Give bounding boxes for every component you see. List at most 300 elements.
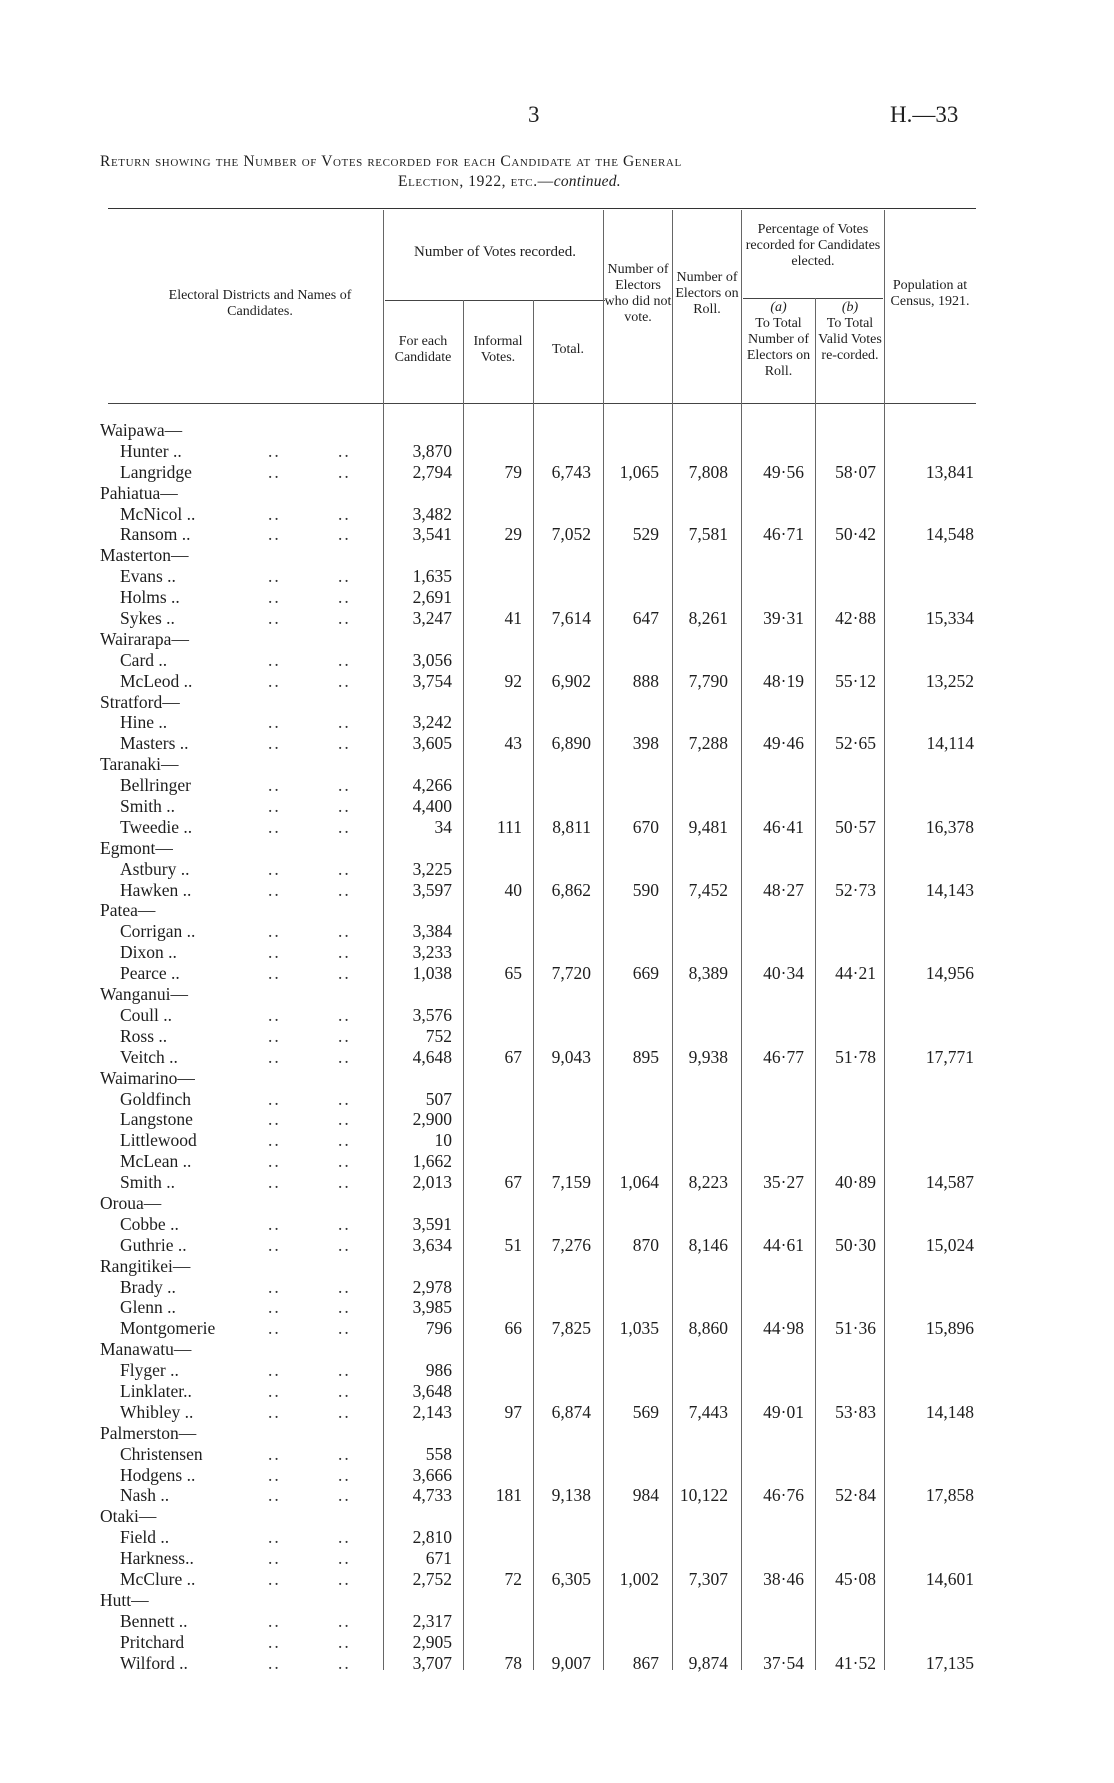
candidate-name: McNicol .. [120, 503, 196, 524]
informal-votes: 67 [504, 1172, 522, 1193]
population-census: 13,841 [925, 461, 974, 482]
candidate-votes: 2,752 [412, 1568, 452, 1589]
leader-dots: .. [338, 1213, 351, 1234]
leader-dots: .. [268, 649, 281, 670]
leader-dots: .. [268, 816, 281, 837]
informal-votes: 66 [504, 1318, 522, 1339]
leader-dots: .. [338, 816, 351, 837]
district-name: Wairarapa— [100, 628, 189, 649]
candidate-name: Whibley .. [120, 1401, 194, 1422]
candidate-votes: 4,733 [412, 1485, 452, 1506]
percent-of-roll: 46·77 [763, 1046, 804, 1067]
table-body [0, 420, 1114, 1673]
candidate-row [0, 1611, 1114, 1632]
percent-of-valid: 50·30 [835, 1234, 876, 1255]
electors-on-roll: 9,938 [688, 1046, 728, 1067]
votes-group-rule [385, 300, 605, 301]
district-row [0, 1068, 1114, 1089]
candidate-row [0, 441, 1114, 462]
percent-of-valid: 55·12 [835, 670, 876, 691]
leader-dots: .. [268, 1380, 281, 1401]
district-name: Manawatu— [100, 1339, 192, 1360]
candidate-votes: 3,985 [412, 1297, 452, 1318]
electors-on-roll: 7,307 [688, 1568, 728, 1589]
percent-of-valid: 52·65 [835, 733, 876, 754]
candidate-name: Linklater.. [120, 1380, 192, 1401]
candidate-votes: 34 [434, 816, 452, 837]
candidate-row [0, 1277, 1114, 1298]
informal-votes: 40 [504, 879, 522, 900]
leader-dots: .. [338, 1276, 351, 1297]
candidate-row [0, 1444, 1114, 1465]
candidate-votes: 3,754 [412, 670, 452, 691]
title-line-2 [100, 172, 980, 192]
electors-on-roll: 10,122 [679, 1485, 728, 1506]
leader-dots: .. [338, 1025, 351, 1046]
percent-of-roll: 44·61 [763, 1234, 804, 1255]
page-number: 3 [528, 102, 540, 127]
candidate-row [0, 1109, 1114, 1130]
informal-votes: 79 [504, 461, 522, 482]
total-votes: 7,159 [551, 1172, 591, 1193]
candidate-row [0, 817, 1114, 838]
electors-not-voted: 590 [632, 879, 659, 900]
candidate-votes: 671 [425, 1548, 452, 1569]
percent-of-roll: 46·71 [763, 524, 804, 545]
district-name: Pahiatua— [100, 482, 178, 503]
leader-dots: .. [268, 1151, 281, 1172]
population-census: 14,587 [925, 1172, 974, 1193]
leader-dots: .. [268, 1130, 281, 1151]
leader-dots: .. [268, 461, 281, 482]
leader-dots: .. [268, 503, 281, 524]
leader-dots: .. [338, 1297, 351, 1318]
candidate-votes: 2,317 [412, 1610, 452, 1631]
candidate-name: Coull .. [120, 1004, 173, 1025]
electors-not-voted: 870 [632, 1234, 659, 1255]
leader-dots: .. [338, 963, 351, 984]
candidate-votes: 1,635 [412, 566, 452, 587]
header-pct-a: To Total Number of Electors on Roll. [746, 316, 811, 379]
electors-not-voted: 569 [632, 1401, 659, 1422]
total-votes: 6,862 [551, 879, 591, 900]
percent-of-valid: 51·78 [835, 1046, 876, 1067]
leader-dots: .. [338, 1380, 351, 1401]
leader-dots: .. [268, 796, 281, 817]
total-votes: 8,811 [552, 816, 591, 837]
electors-not-voted: 670 [632, 816, 659, 837]
leader-dots: .. [268, 733, 281, 754]
total-votes: 6,305 [551, 1568, 591, 1589]
candidate-votes: 10 [434, 1130, 452, 1151]
electors-on-roll: 7,581 [688, 524, 728, 545]
leader-dots: .. [268, 1172, 281, 1193]
candidate-name: Brady .. [120, 1276, 176, 1297]
total-votes: 9,043 [551, 1046, 591, 1067]
candidate-row [0, 1360, 1114, 1381]
candidate-name: Pearce .. [120, 963, 180, 984]
leader-dots: .. [268, 1276, 281, 1297]
leader-dots: .. [268, 608, 281, 629]
electors-on-roll: 9,874 [688, 1652, 728, 1673]
candidate-name: Masters .. [120, 733, 189, 754]
leader-dots: .. [268, 858, 281, 879]
leader-dots: .. [268, 879, 281, 900]
percent-of-roll: 38·46 [763, 1568, 804, 1589]
leader-dots: .. [338, 440, 351, 461]
candidate-name: Littlewood [120, 1130, 197, 1151]
leader-dots: .. [268, 1610, 281, 1631]
leader-dots: .. [268, 1234, 281, 1255]
candidate-name: McClure .. [120, 1568, 196, 1589]
candidate-votes: 558 [425, 1443, 452, 1464]
candidate-row [0, 775, 1114, 796]
candidate-name: Smith .. [120, 796, 175, 817]
candidate-votes: 4,648 [412, 1046, 452, 1067]
candidate-row [0, 1548, 1114, 1569]
candidate-votes: 752 [425, 1025, 452, 1046]
leader-dots: .. [338, 1401, 351, 1422]
total-votes: 6,890 [551, 733, 591, 754]
candidate-row [0, 1089, 1114, 1110]
leader-dots: .. [338, 712, 351, 733]
district-row [0, 1506, 1114, 1527]
percent-of-roll: 48·19 [763, 670, 804, 691]
population-census: 13,252 [925, 670, 974, 691]
leader-dots: .. [338, 1631, 351, 1652]
candidate-row [0, 963, 1114, 984]
page-reference: H.—33 [890, 102, 959, 127]
candidate-name: Guthrie .. [120, 1234, 187, 1255]
candidate-name: Christensen [120, 1443, 203, 1464]
candidate-name: Wilford .. [120, 1652, 188, 1673]
leader-dots: .. [268, 524, 281, 545]
candidate-votes: 3,482 [412, 503, 452, 524]
candidate-votes: 2,905 [412, 1631, 452, 1652]
candidate-row [0, 859, 1114, 880]
leader-dots: .. [338, 1172, 351, 1193]
electors-on-roll: 8,261 [688, 608, 728, 629]
candidate-name: Langstone [120, 1109, 193, 1130]
population-census: 14,956 [925, 963, 974, 984]
percent-of-roll: 44·98 [763, 1318, 804, 1339]
total-votes: 9,138 [551, 1485, 591, 1506]
percent-of-valid: 50·42 [835, 524, 876, 545]
population-census: 17,771 [925, 1046, 974, 1067]
leader-dots: .. [338, 1318, 351, 1339]
leader-dots: .. [268, 1004, 281, 1025]
percent-of-roll: 40·34 [763, 963, 804, 984]
leader-dots: .. [268, 1046, 281, 1067]
percent-of-roll: 46·76 [763, 1485, 804, 1506]
candidate-row [0, 1402, 1114, 1423]
candidate-row [0, 1151, 1114, 1172]
header-for-each: For each Candidate [394, 334, 452, 365]
district-name: Stratford— [100, 691, 180, 712]
candidate-name: Hine .. [120, 712, 168, 733]
district-row [0, 838, 1114, 859]
candidate-row [0, 462, 1114, 483]
electors-not-voted: 984 [632, 1485, 659, 1506]
district-name: Egmont— [100, 837, 173, 858]
candidate-votes: 4,400 [412, 796, 452, 817]
header-pct-a-label: (a) [770, 300, 787, 315]
candidate-name: Cobbe .. [120, 1213, 179, 1234]
candidate-name: Hodgens .. [120, 1464, 196, 1485]
leader-dots: .. [268, 1401, 281, 1422]
title-line-2-prefix: Election, 1922, etc.— [398, 173, 554, 190]
informal-votes: 43 [504, 733, 522, 754]
leader-dots: .. [338, 1548, 351, 1569]
electors-on-roll: 7,288 [688, 733, 728, 754]
district-row [0, 1339, 1114, 1360]
candidate-votes: 3,242 [412, 712, 452, 733]
leader-dots: .. [338, 1485, 351, 1506]
total-votes: 7,052 [551, 524, 591, 545]
leader-dots: .. [338, 1527, 351, 1548]
candidate-votes: 3,591 [412, 1213, 452, 1234]
percent-of-valid: 52·73 [835, 879, 876, 900]
total-votes: 7,614 [551, 608, 591, 629]
candidate-row [0, 1653, 1114, 1674]
percent-of-valid: 40·89 [835, 1172, 876, 1193]
electors-not-voted: 669 [632, 963, 659, 984]
district-row [0, 1193, 1114, 1214]
district-row [0, 1256, 1114, 1277]
district-name: Patea— [100, 900, 156, 921]
candidate-row [0, 1297, 1114, 1318]
candidate-name: Hunter .. [120, 440, 182, 461]
population-census: 16,378 [925, 816, 974, 837]
header-not-voted: Number of Electors who did not vote. [604, 262, 672, 325]
candidate-votes: 3,225 [412, 858, 452, 879]
candidate-name: McLeod .. [120, 670, 193, 691]
electors-not-voted: 529 [632, 524, 659, 545]
leader-dots: .. [268, 1631, 281, 1652]
candidate-row [0, 587, 1114, 608]
header-top-rule [108, 208, 976, 209]
leader-dots: .. [268, 587, 281, 608]
candidate-name: Tweedie .. [120, 816, 193, 837]
leader-dots: .. [338, 1464, 351, 1485]
total-votes: 9,007 [551, 1652, 591, 1673]
district-name: Waimarino— [100, 1067, 195, 1088]
electors-not-voted: 867 [632, 1652, 659, 1673]
candidate-votes: 2,143 [412, 1401, 452, 1422]
pct-group-rule [743, 298, 883, 299]
electors-on-roll: 7,808 [688, 461, 728, 482]
candidate-row [0, 1381, 1114, 1402]
candidate-name: Dixon .. [120, 942, 177, 963]
district-row [0, 1590, 1114, 1611]
leader-dots: .. [268, 1568, 281, 1589]
informal-votes: 181 [495, 1485, 522, 1506]
percent-of-valid: 45·08 [835, 1568, 876, 1589]
leader-dots: .. [338, 524, 351, 545]
district-row [0, 420, 1114, 441]
district-name: Wanganui— [100, 984, 189, 1005]
leader-dots: .. [338, 649, 351, 670]
candidate-votes: 2,794 [412, 461, 452, 482]
district-row [0, 754, 1114, 775]
percent-of-valid: 50·57 [835, 816, 876, 837]
candidate-votes: 3,707 [412, 1652, 452, 1673]
candidate-votes: 3,666 [412, 1464, 452, 1485]
population-census: 17,135 [925, 1652, 974, 1673]
leader-dots: .. [268, 1088, 281, 1109]
leader-dots: .. [338, 1610, 351, 1631]
candidate-row [0, 880, 1114, 901]
candidate-name: Harkness.. [120, 1548, 194, 1569]
percent-of-valid: 51·36 [835, 1318, 876, 1339]
leader-dots: .. [338, 1088, 351, 1109]
candidate-votes: 3,056 [412, 649, 452, 670]
population-census: 14,548 [925, 524, 974, 545]
informal-votes: 51 [504, 1234, 522, 1255]
candidate-votes: 2,810 [412, 1527, 452, 1548]
informal-votes: 111 [497, 816, 522, 837]
leader-dots: .. [338, 1652, 351, 1673]
population-census: 15,896 [925, 1318, 974, 1339]
leader-dots: .. [268, 1485, 281, 1506]
leader-dots: .. [338, 1004, 351, 1025]
total-votes: 6,902 [551, 670, 591, 691]
candidate-row [0, 1632, 1114, 1653]
percent-of-roll: 49·56 [763, 461, 804, 482]
candidate-name: Sykes .. [120, 608, 175, 629]
candidate-name: Ransom .. [120, 524, 191, 545]
candidate-votes: 3,247 [412, 608, 452, 629]
leader-dots: .. [338, 1109, 351, 1130]
candidate-name: Pritchard [120, 1631, 185, 1652]
candidate-name: Holms .. [120, 587, 180, 608]
leader-dots: .. [268, 670, 281, 691]
header-votes-group: Number of Votes recorded. [414, 244, 576, 260]
candidate-name: McLean .. [120, 1151, 192, 1172]
candidate-name: Smith .. [120, 1172, 175, 1193]
leader-dots: .. [268, 440, 281, 461]
percent-of-roll: 49·46 [763, 733, 804, 754]
candidate-row [0, 1172, 1114, 1193]
candidate-votes: 3,597 [412, 879, 452, 900]
electors-not-voted: 1,035 [619, 1318, 659, 1339]
district-name: Hutt— [100, 1589, 149, 1610]
district-row [0, 692, 1114, 713]
district-name: Rangitikei— [100, 1255, 191, 1276]
leader-dots: .. [338, 566, 351, 587]
candidate-row [0, 1214, 1114, 1235]
candidate-row [0, 1130, 1114, 1151]
leader-dots: .. [338, 1151, 351, 1172]
leader-dots: .. [268, 1527, 281, 1548]
leader-dots: .. [268, 942, 281, 963]
leader-dots: .. [268, 1025, 281, 1046]
electors-on-roll: 7,452 [688, 879, 728, 900]
candidate-votes: 796 [425, 1318, 452, 1339]
leader-dots: .. [268, 1548, 281, 1569]
candidate-votes: 507 [425, 1088, 452, 1109]
total-votes: 6,874 [551, 1401, 591, 1422]
candidate-row [0, 566, 1114, 587]
electors-on-roll: 8,389 [688, 963, 728, 984]
candidate-votes: 3,576 [412, 1004, 452, 1025]
candidate-row [0, 1005, 1114, 1026]
leader-dots: .. [268, 1297, 281, 1318]
document-title [100, 152, 980, 192]
electors-not-voted: 888 [632, 670, 659, 691]
percent-of-roll: 48·27 [763, 879, 804, 900]
leader-dots: .. [268, 1213, 281, 1234]
candidate-name: Bennett .. [120, 1610, 188, 1631]
district-name: Oroua— [100, 1192, 162, 1213]
population-census: 14,114 [926, 733, 974, 754]
header-pct-b: To Total Valid Votes re-corded. [818, 316, 882, 363]
district-name: Palmerston— [100, 1422, 197, 1443]
candidate-name: Card .. [120, 649, 168, 670]
leader-dots: .. [338, 942, 351, 963]
total-votes: 7,720 [551, 963, 591, 984]
electors-on-roll: 8,860 [688, 1318, 728, 1339]
electors-on-roll: 7,443 [688, 1401, 728, 1422]
candidate-name: Ross .. [120, 1025, 168, 1046]
percent-of-valid: 58·07 [835, 461, 876, 482]
leader-dots: .. [338, 670, 351, 691]
informal-votes: 41 [504, 608, 522, 629]
candidate-row [0, 1026, 1114, 1047]
candidate-votes: 3,384 [412, 921, 452, 942]
header-bottom-rule [108, 403, 976, 404]
electors-not-voted: 398 [632, 733, 659, 754]
header-on-roll: Number of Electors on Roll. [675, 270, 739, 317]
candidate-row [0, 712, 1114, 733]
candidate-row [0, 1485, 1114, 1506]
candidate-votes: 3,870 [412, 440, 452, 461]
informal-votes: 92 [504, 670, 522, 691]
leader-dots: .. [338, 503, 351, 524]
percent-of-roll: 37·54 [763, 1652, 804, 1673]
leader-dots: .. [338, 858, 351, 879]
header-pct-group: Percentage of Votes recorded for Candidates elected. [745, 222, 881, 269]
district-row [0, 1423, 1114, 1444]
informal-votes: 78 [504, 1652, 522, 1673]
percent-of-valid: 41·52 [835, 1652, 876, 1673]
leader-dots: .. [338, 608, 351, 629]
leader-dots: .. [338, 1443, 351, 1464]
candidate-row [0, 733, 1114, 754]
informal-votes: 29 [504, 524, 522, 545]
leader-dots: .. [338, 921, 351, 942]
district-name: Waipawa— [100, 420, 183, 440]
electors-not-voted: 647 [632, 608, 659, 629]
candidate-votes: 3,233 [412, 942, 452, 963]
candidate-name: Goldfinch [120, 1088, 191, 1109]
candidate-row [0, 921, 1114, 942]
leader-dots: .. [268, 921, 281, 942]
candidate-votes: 1,662 [412, 1151, 452, 1172]
candidate-name: Hawken .. [120, 879, 192, 900]
informal-votes: 72 [504, 1568, 522, 1589]
candidate-votes: 4,266 [412, 775, 452, 796]
candidate-row [0, 504, 1114, 525]
candidate-votes: 2,013 [412, 1172, 452, 1193]
district-name: Masterton— [100, 545, 189, 566]
leader-dots: .. [268, 775, 281, 796]
leader-dots: .. [338, 879, 351, 900]
district-row [0, 984, 1114, 1005]
percent-of-valid: 52·84 [835, 1485, 876, 1506]
informal-votes: 97 [504, 1401, 522, 1422]
leader-dots: .. [338, 461, 351, 482]
